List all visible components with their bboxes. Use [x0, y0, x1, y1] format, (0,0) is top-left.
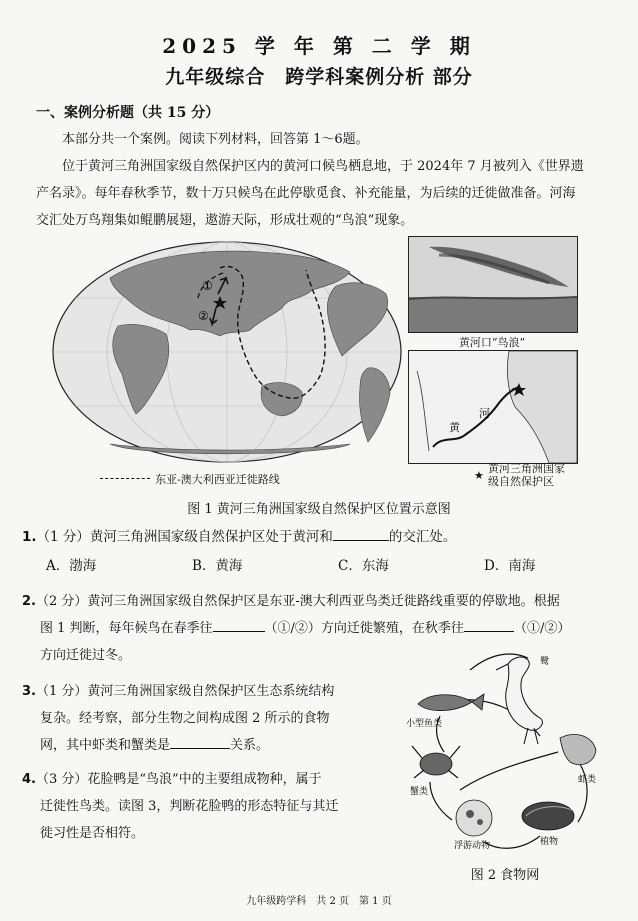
- q2-line2-a: 图 1 判断，每年候鸟在春季往: [40, 621, 213, 636]
- section-heading: 一、案例分析题（共 15 分）: [36, 105, 220, 121]
- q2-number: 2.: [22, 594, 36, 609]
- question-1: [22, 524, 607, 551]
- route-legend: [100, 468, 400, 487]
- q2-line-3: 方向迁徙过冬。: [40, 648, 132, 663]
- material-line-2: 产名录》。每年春秋季节，数十万只候鸟在此停歇觅食、补充能量，为后续的迁徙做准备。河海: [36, 186, 576, 201]
- route-label-2: ②: [198, 309, 209, 323]
- label-shrimp: 虾类: [578, 775, 597, 785]
- q2-line2-b: （①/②）方向迁徙繁殖，在秋季往: [264, 621, 464, 636]
- q3-number: 3.: [22, 684, 36, 699]
- food-web-diagram: [400, 640, 610, 865]
- label-crab: 蟹类: [410, 787, 429, 797]
- south-america-shape: [359, 368, 390, 442]
- route-legend-text: 东亚-澳大利西亚迁徙路线: [155, 473, 280, 486]
- question-3: [22, 678, 382, 759]
- material-line-3: 交汇处万鸟翔集如鲲鹏展翅，遨游天际，形成壮观的“鸟浪”现象。: [36, 213, 414, 228]
- river-label-he: 河: [479, 407, 490, 420]
- q2-blank-spring[interactable]: [213, 617, 265, 632]
- label-fish: 小型鱼类: [406, 719, 443, 729]
- q1-number: 1.: [22, 529, 37, 545]
- figure2-caption: 图 2 食物网: [470, 868, 540, 883]
- q2-line-2: [22, 615, 607, 642]
- q3-line3-b: 关系。: [230, 738, 270, 753]
- plankton-shape: [456, 800, 492, 836]
- q3-line-1: [22, 678, 382, 705]
- label-heron: 鹭: [540, 657, 550, 667]
- reserve-legend-line2: 级自然保护区: [488, 475, 554, 488]
- q2-line-1: [22, 588, 607, 615]
- q1-option-d[interactable]: D．南海: [484, 558, 536, 574]
- river-label-huang: 黄: [449, 421, 460, 434]
- reserve-legend: [488, 462, 588, 488]
- figure1-caption: 图 1 黄河三角洲国家级自然保护区位置示意图: [187, 502, 451, 517]
- fish-shape: [418, 694, 484, 711]
- q4-line1-text: （3 分）花脸鸭是“鸟浪”中的主要组成物种，属于: [35, 772, 322, 787]
- legend-star-icon: ★: [474, 469, 484, 482]
- q3-answer-blank[interactable]: [170, 734, 230, 749]
- q1-answer-blank[interactable]: [333, 526, 389, 541]
- dashed-line-icon: [100, 478, 150, 479]
- plant-shape: [522, 802, 574, 830]
- q2-line2-c: （①/②）: [513, 621, 571, 636]
- q3-line3-a: 网，其中虾类和蟹类是: [40, 738, 171, 753]
- photo-caption: 黄河口“鸟浪”: [458, 336, 526, 349]
- crab-shape: [412, 746, 460, 778]
- q1-option-b[interactable]: B．黄海: [192, 558, 243, 574]
- question-4: [22, 766, 382, 847]
- reserve-legend-line1: 黄河三角洲国家: [488, 462, 565, 475]
- q4-number: 4.: [22, 772, 36, 787]
- shrimp-shape: [560, 734, 596, 764]
- yellow-river-line: [433, 387, 519, 447]
- page-footer: 九年级跨学科 共 2 页 第 1 页: [246, 896, 392, 907]
- section-intro: 本部分共一个案例。阅读下列材料，回答第 1～6题。: [62, 132, 369, 147]
- label-plant: 植物: [540, 837, 559, 847]
- bird-wave-photo: [408, 236, 578, 333]
- q3-line-3: [22, 732, 382, 759]
- q2-blank-autumn[interactable]: [464, 617, 514, 632]
- exam-subtitle: 九年级综合 跨学科案例分析 部分: [165, 66, 473, 88]
- exam-title: 2025 学 年 第 二 学 期: [162, 34, 476, 58]
- q1-option-c[interactable]: C．东海: [338, 558, 389, 574]
- material-line-1: 位于黄河三角洲国家级自然保护区内的黄河口候鸟栖息地，于 2024年 7 月被列入《世界遗: [62, 159, 584, 174]
- q1-text-b: 的交汇处。: [388, 529, 457, 545]
- q4-line-1: [22, 766, 382, 793]
- q1-option-a[interactable]: A．渤海: [46, 558, 97, 574]
- q1-text-a: （1 分）黄河三角洲国家级自然保护区处于黄河和: [36, 529, 333, 545]
- delta-inset-map: [408, 350, 578, 464]
- label-plankton: 浮游动物: [454, 841, 491, 851]
- route-label-1: ①: [202, 279, 213, 293]
- q2-line1-text: （2 分）黄河三角洲国家级自然保护区是东亚-澳大利西亚鸟类迁徙路线重要的停歇地。根据: [35, 594, 560, 609]
- q3-line1-text: （1 分）黄河三角洲国家级自然保护区生态系统结构: [35, 684, 335, 699]
- q3-line-2: 复杂。经考察，部分生物之间构成图 2 所示的食物: [40, 711, 330, 726]
- q4-line-2: 迁徙性鸟类。读图 3，判断花脸鸭的形态特征与其迁: [40, 799, 339, 814]
- world-map: [50, 238, 405, 466]
- reserve-legend-star: [474, 464, 484, 483]
- q4-line-3: 徙习性是否相符。: [40, 826, 145, 841]
